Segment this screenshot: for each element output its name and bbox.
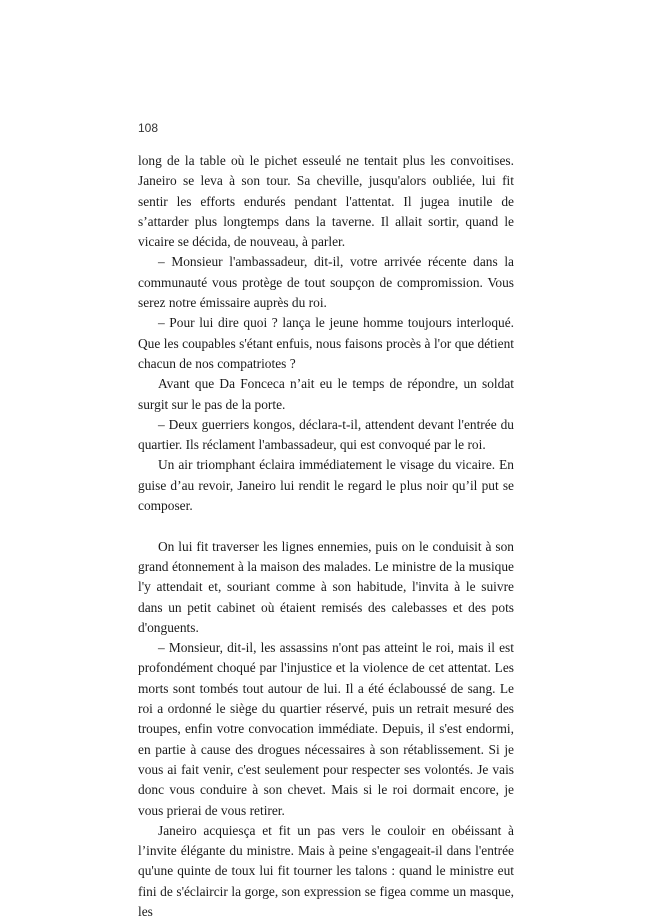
paragraph-dialogue: – Monsieur l'ambassadeur, dit-il, votre arrivée récente dans la communauté vous protège de tout soupçon de compromission. Vous serez notre émissaire auprès du roi. [138, 254, 514, 311]
paragraph: Un air triomphant éclaira immédiatement le visage du vicaire. En guise d’au revoir, Janeiro lui rendit le regard le plus noir qu’il put se composer. [138, 457, 514, 514]
page-number: 108 [138, 121, 159, 135]
paragraph-section-start: On lui fit traverser les lignes ennemies, puis on le conduisit à son grand étonnement à la maison des malades. Le ministre de la musique l'y attendait et, souriant comme à son habitude, l'invita à le suivre dans un petit cabinet où étaient remisés des calebasses et des pots d'onguents. [138, 538, 514, 635]
body-text [138, 151, 514, 922]
paragraph-dialogue: – Deux guerriers kongos, déclara-t-il, attendent devant l'entrée du quartier. Ils réclament l'ambassadeur, qui est convoqué par le roi. [138, 416, 514, 453]
paragraph-continuation: long de la table où le pichet esseulé ne tentait plus les convoitises. Janeiro se leva à son tour. Sa cheville, jusqu'alors oubliée, lui fit sentir les efforts endurés pendant l'attentat. Il jugea inutile de s’attarder plus longtemps dans la taverne. Il allait sortir, quand le vicaire se décida, de nouveau, à parler. [138, 153, 514, 250]
paragraph: Janeiro acquiesça et fit un pas vers le couloir en obéissant à l’invite élégante du ministre. Mais à peine s'engageait-il dans l'entrée qu'une quinte de toux lui fit tourner les talons : quand le ministre eut fini de s'éclaircir la gorge, son expression se figea comme un masque, les [138, 822, 514, 919]
paragraph-dialogue: – Monsieur, dit-il, les assassins n'ont pas atteint le roi, mais il est profondément choqué par l'injustice et la violence de cet attentat. Les morts sont tombés tout autour de lui. Il a été éclaboussé de sang. Le roi a ordonné le siège du quartier réservé, puis un retrait mesuré des troupes, enfin votre convocation immédiate. Depuis, il s'est endormi, en partie à cause des drogues nécessaires à son rétablissement. Si je vous ai fait venir, c'est seulement pour respecter ses volontés. Je vais donc vous conduire à son chevet. Mais si le roi dormait encore, je vous prierai de vous retirer. [138, 640, 514, 818]
paragraph-dialogue: – Pour lui dire quoi ? lança le jeune homme toujours interloqué. Que les coupables s'étant enfuis, nous faisons procès à l'or que détient chacun de nos compatriotes ? [138, 315, 514, 371]
paragraph: Avant que Da Fonceca n’ait eu le temps de répondre, un soldat surgit sur le pas de la porte. [138, 376, 514, 412]
